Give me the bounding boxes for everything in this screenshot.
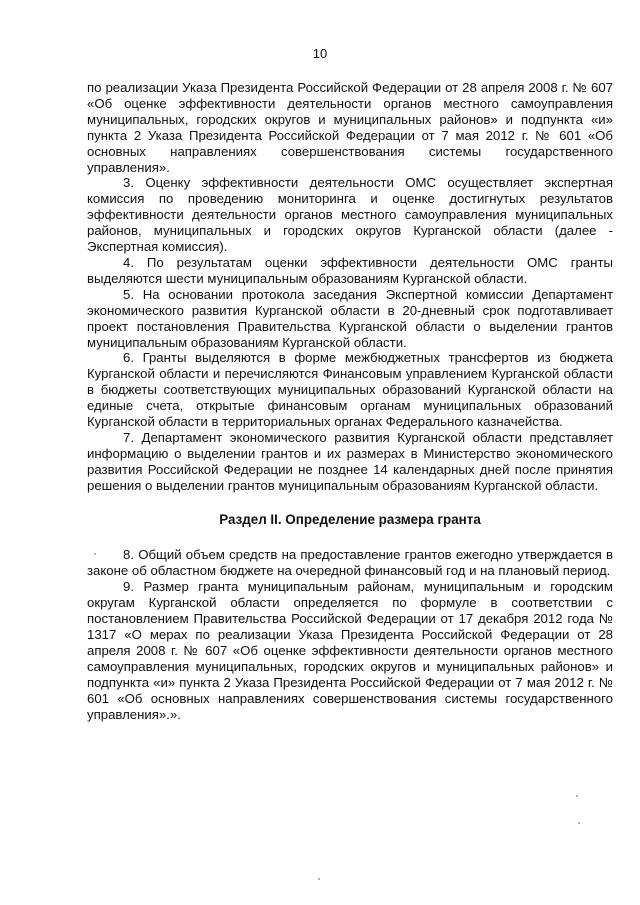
paragraph-4: 4. По результатам оценки эффективности деятельности ОМС гранты выделяются шести муниципальным образованиям Курганской области. bbox=[87, 254, 613, 286]
document-body bbox=[87, 80, 613, 722]
scan-speck bbox=[578, 822, 580, 824]
scan-speck bbox=[576, 795, 578, 797]
paragraph-6: 6. Гранты выделяются в форме межбюджетных трансфертов из бюджета Курганской области и перечисляются Финансовым управлением Курганской области в бюджеты соответствующих муниципальных образований Курганской области на единые счета, открытые финансовым органам муниципальных образований Курганской области в территориальных органах Федерального казначейства. bbox=[87, 350, 613, 430]
paragraph-3: 3. Оценку эффективности деятельности ОМС осуществляет экспертная комиссия по проведению мониторинга и оценке достигнутых результатов эффективности деятельности органов местного самоуправления муниципальных районов, муниципальных и городских округов Курганской области (далее - Экспертная комиссия). bbox=[87, 175, 613, 255]
paragraph-7: 7. Департамент экономического развития Курганской области представляет информацию о выделении грантов и их размерах в Министерство экономического развития Российской Федерации не позднее 14 календарных дней после принятия решения о выделении грантов муниципальным образованиям Курганской области. bbox=[87, 429, 613, 493]
paragraph-8: 8. Общий объем средств на предоставление грантов ежегодно утверждается в законе об областном бюджете на очередной финансовый год и на плановый период. bbox=[87, 547, 613, 579]
section-heading: Раздел II. Определение размера гранта bbox=[219, 511, 481, 527]
scan-speck bbox=[318, 878, 320, 880]
page-number: 10 bbox=[312, 46, 328, 61]
paragraph-9: 9. Размер гранта муниципальным районам, муниципальным и городским округам Курганской области определяется по формуле в соответствии с постановлением Правительства Российской Федерации от 17 декабря 2012 года № 1317 «О мерах по реализации Указа Президента Российской Федерации от 28 апреля 2008 г. № 607 «Об оценке эффективности деятельности органов местного самоуправления муниципальных, городских округов и муниципальных районов» и подпункта «и» пункта 2 Указа Президента Российской Федерации от 7 мая 2012 г. № 601 «Об основных направлениях совершенствования системы государственного управления».». bbox=[87, 579, 613, 722]
scan-speck bbox=[94, 553, 96, 555]
paragraph-continuation: по реализации Указа Президента Российской Федерации от 28 апреля 2008 г. № 607 «Об оценке эффективности деятельности органов местного самоуправления муниципальных, городских округов и муниципальных районов» и подпункта «и» пункта 2 Указа Президента Российской Федерации от 7 мая 2012 г. № 601 «Об основных направлениях совершенствования системы государственного управления». bbox=[87, 80, 613, 175]
paragraph-5: 5. На основании протокола заседания Экспертной комиссии Департамент экономического развития Курганской области в 20-дневный срок подготавливает проект постановления Правительства Курганской области о выделении грантов муниципальным образованиям Курганской области. bbox=[87, 286, 613, 350]
